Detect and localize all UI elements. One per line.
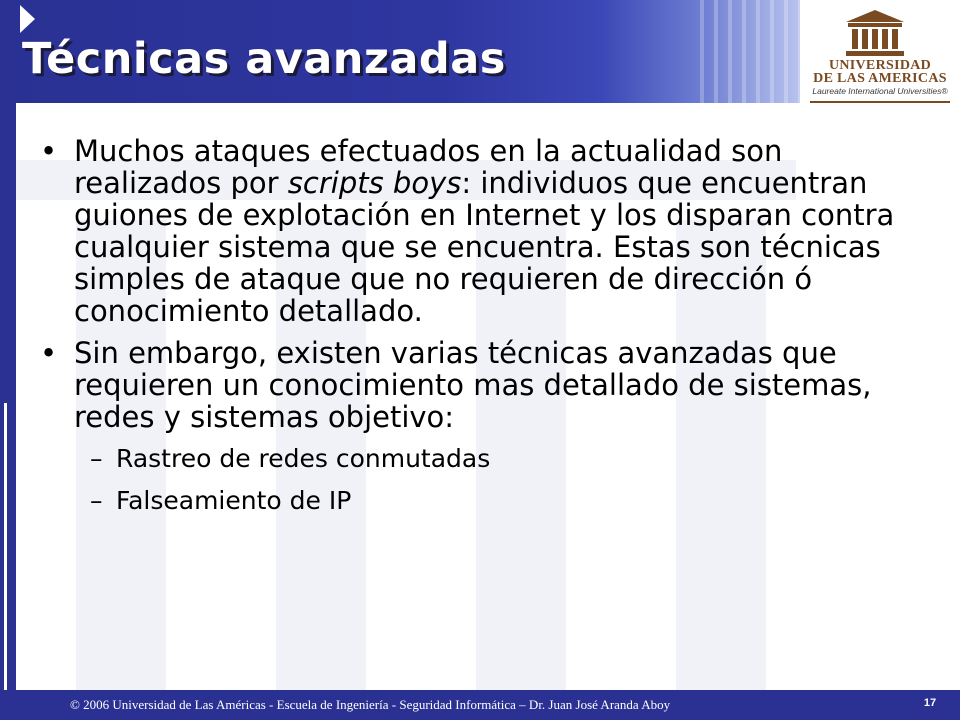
bullet-text-continued: : individuos que encuentran guiones de explotación en Internet y los disparan contra cualquier sistema que se encuentra. Estas son técnicas simples de ataque que no requieren de dirección ó conocimiento detallado.	[74, 166, 895, 328]
slide-body	[40, 135, 920, 527]
footer-copyright: © 2006 Universidad de Las Américas - Escuela de Ingeniería - Seguridad Informática – Dr. Juan José Aranda Aboy	[70, 697, 671, 712]
logo-divider	[810, 101, 950, 103]
header-stripes	[690, 0, 800, 103]
sub-bullet-item	[40, 485, 920, 517]
logo-tagline: Laureate International Universities®	[812, 86, 948, 96]
bullet-text: Sin embargo, existen varias técnicas avanzadas que requieren un conocimiento mas detallado de sistemas, redes y sistemas objetivo:	[74, 336, 872, 434]
left-accent-line	[4, 403, 7, 720]
bullet-emphasis: scripts boys	[287, 166, 462, 200]
logo-name-line1: UNIVERSIDAD	[828, 58, 932, 73]
bullet-item	[40, 135, 920, 327]
slide-title: Técnicas avanzadas	[22, 34, 506, 84]
bullet-marker: •	[40, 134, 58, 168]
bullet-marker: •	[40, 336, 58, 370]
sub-bullet-marker: –	[90, 486, 103, 515]
sub-bullet-marker: –	[90, 444, 103, 473]
logo-name-line2: DE LAS AMERICAS	[813, 71, 947, 86]
sub-bullet-text: Falseamiento de IP	[116, 486, 352, 515]
left-accent-bar	[0, 103, 16, 690]
play-triangle-icon	[20, 5, 35, 33]
university-temple-icon	[842, 8, 908, 58]
page-number: 17	[923, 697, 937, 709]
sub-bullet-text: Rastreo de redes conmutadas	[116, 444, 491, 473]
sub-bullet-item	[40, 443, 920, 475]
bullet-text: Muchos ataques efectuados en la actualidad son realizados por	[74, 134, 783, 200]
bullet-item	[40, 337, 920, 433]
